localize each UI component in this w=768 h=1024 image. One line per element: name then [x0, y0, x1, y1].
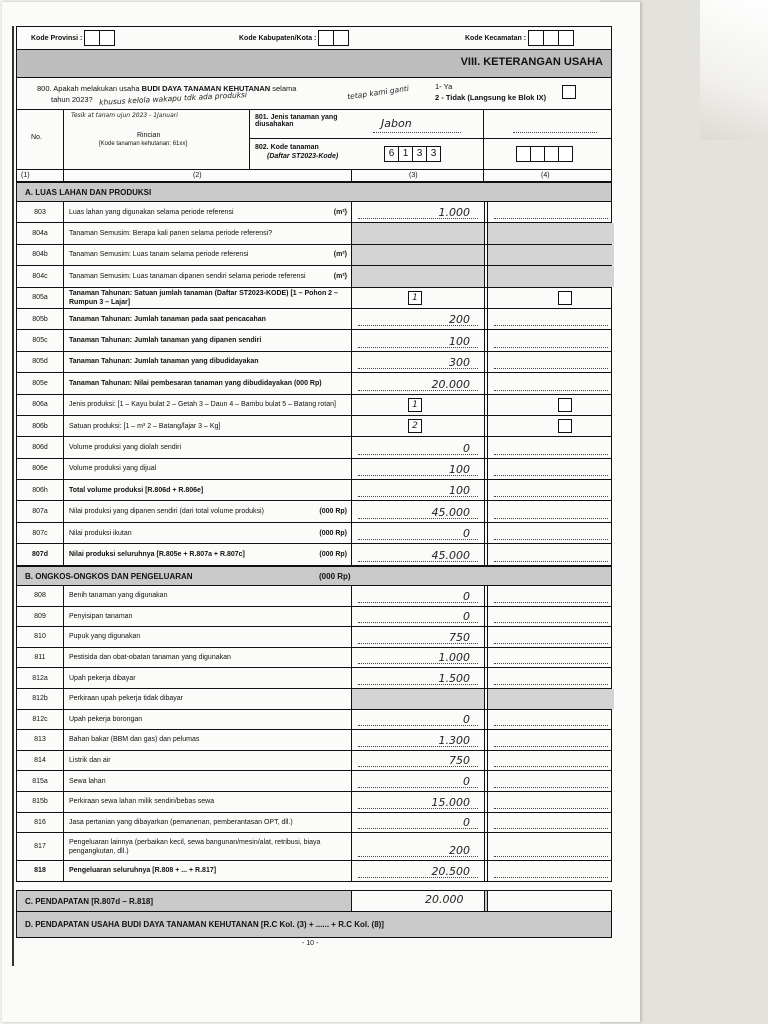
value-cell[interactable]	[351, 223, 485, 243]
value-cell[interactable]	[351, 352, 485, 372]
section-b-unit: (000 Rp)	[319, 572, 351, 581]
row-number: 806h	[17, 480, 64, 500]
row-label: Benih tanaman yang digunakan	[69, 592, 168, 600]
table-row	[16, 202, 612, 223]
row-number: 812b	[17, 689, 64, 709]
plant-code-boxes	[385, 146, 441, 162]
handwritten-note: tetap kami ganti	[346, 83, 410, 102]
handwritten-note: khusus kelola wakapu tdk ada produksi	[98, 90, 248, 107]
row-label: Perkiraan upah pekerja tidak dibayar	[69, 695, 184, 703]
handwritten-value: 0	[463, 816, 470, 830]
value-cell-empty[interactable]	[487, 245, 614, 265]
handwritten-value: 0	[463, 774, 470, 788]
row-label: Upah pekerja borongan	[69, 715, 143, 723]
value-cell[interactable]	[351, 523, 485, 543]
row-label: Nilai produksi seluruhnya [R.805e + R.807a + R.807c]	[69, 550, 245, 558]
row-number: 808	[17, 586, 64, 606]
answer-box[interactable]: 2	[408, 419, 422, 433]
row-label: Jasa pertanian yang dibayarkan (pemanenan, pemberantasan OPT, dll.)	[69, 818, 293, 826]
handwritten-value: 1.300	[438, 733, 470, 747]
row-label: Satuan produksi: [1 – m³ 2 – Batang/lajar 3 – Kg]	[69, 422, 221, 430]
handwritten-value: 200	[449, 313, 470, 327]
value-cell-empty[interactable]	[487, 648, 614, 668]
value-cell-empty[interactable]	[487, 586, 614, 606]
question-800-text: 800. Apakah melakukan usaha BUDI DAYA TANAMAN KEHUTANAN selama	[37, 84, 297, 93]
value-cell-empty[interactable]	[487, 330, 614, 350]
handwritten-value: 20.500	[431, 864, 470, 878]
handwritten-value: 45.000	[431, 505, 470, 519]
section-title: VIII. KETERANGAN USAHA	[460, 56, 603, 68]
section-a-header	[16, 182, 612, 202]
section-c-row	[16, 890, 612, 912]
row-unit: (m²)	[333, 251, 347, 259]
handwritten-value: 750	[449, 630, 470, 644]
value-cell-empty[interactable]	[487, 501, 614, 521]
handwritten-value: 15.000	[431, 795, 470, 809]
table-row	[16, 710, 612, 731]
value-cell[interactable]	[351, 648, 485, 668]
table-row	[16, 627, 612, 648]
row-label: Tanaman Tahunan: Jumlah tanaman yang dibudidayakan	[69, 358, 259, 366]
row-label: Pupuk yang digunakan	[69, 633, 141, 641]
value-cell-empty[interactable]	[487, 544, 614, 564]
value-cell[interactable]	[351, 607, 485, 627]
value-cell[interactable]	[351, 813, 485, 833]
row-unit: (m²)	[333, 208, 347, 216]
table-row	[16, 480, 612, 501]
value-cell-empty[interactable]	[487, 751, 614, 771]
row-label: Tanaman Tahunan: Nilai pembesaran tanaman yang dibudidayakan (000 Rp)	[69, 379, 322, 387]
table-row	[16, 833, 612, 861]
value-cell[interactable]	[351, 330, 485, 350]
page-number: - 10 -	[302, 940, 319, 947]
regency-code	[239, 30, 349, 46]
value-cell[interactable]	[351, 627, 485, 647]
code-box[interactable]	[558, 30, 574, 46]
row-number: 806a	[17, 395, 64, 415]
table-row	[16, 861, 612, 882]
section-a-rows	[16, 202, 612, 566]
table-row	[16, 501, 612, 522]
value-cell[interactable]	[351, 373, 485, 393]
header-rincian: Rincian	[137, 132, 161, 139]
value-cell[interactable]	[351, 751, 485, 771]
value-cell[interactable]	[351, 861, 485, 881]
row-number: 812c	[17, 710, 64, 730]
handwritten-value: 0	[463, 610, 470, 624]
row-label: Volume produksi yang dijual	[69, 465, 157, 473]
value-cell-empty[interactable]	[487, 459, 614, 479]
section-c-value: 20.000	[425, 893, 464, 906]
value-cell-empty[interactable]	[487, 792, 614, 812]
handwritten-value: 1.500	[438, 671, 470, 685]
handwritten-value: 1.000	[438, 651, 470, 665]
value-cell-empty[interactable]	[487, 395, 614, 415]
table-row	[16, 668, 612, 689]
row-number: 806b	[17, 416, 64, 436]
value-cell-empty[interactable]	[487, 668, 614, 688]
row-label: Luas lahan yang digunakan selama periode referensi	[69, 208, 234, 216]
questionnaire-page	[2, 2, 640, 1022]
value-cell-empty[interactable]	[487, 627, 614, 647]
handwritten-value: 100	[449, 484, 470, 498]
option-no: 2 - Tidak (Langsung ke Blok IX)	[435, 93, 547, 102]
row-label: Pengeluaran seluruhnya [R.808 + ... + R.817]	[69, 867, 217, 875]
section-a-title: A. LUAS LAHAN DAN PRODUKSI	[25, 188, 152, 197]
value-cell[interactable]	[351, 501, 485, 521]
code-box[interactable]	[333, 30, 349, 46]
table-row	[16, 730, 612, 751]
row-unit: (000 Rp)	[319, 550, 347, 558]
row-label: Nilai produksi yang dipanen sendiri (dari total volume produksi)	[69, 508, 264, 516]
section-d-title: D. PENDAPATAN USAHA BUDI DAYA TANAMAN KEHUTANAN [R.C Kol. (3) + ...... + R.C Kol. (8)]	[25, 920, 384, 929]
page-left-border	[12, 26, 14, 966]
code-box[interactable]	[543, 30, 559, 46]
row-unit: (000 Rp)	[319, 508, 347, 516]
table-row	[16, 544, 612, 565]
district-code	[465, 30, 574, 46]
table-row	[16, 751, 612, 772]
code-box[interactable]	[84, 30, 100, 46]
row-label: Sewa lahan	[69, 777, 106, 785]
answer-box[interactable]: 1	[408, 291, 422, 305]
column-number: (1)	[21, 172, 30, 179]
answer-box[interactable]	[558, 398, 572, 412]
section-b-title: B. ONGKOS-ONGKOS DAN PENGELUARAN	[25, 572, 193, 581]
value-cell[interactable]	[351, 437, 485, 457]
code-box[interactable]: 1	[398, 146, 413, 162]
header-801: 801. Jenis tanaman yang diusahakan	[255, 114, 338, 128]
table-row	[16, 586, 612, 607]
row-label: Pestisida dan obat-obatan tanaman yang digunakan	[69, 654, 231, 662]
answer-box[interactable]	[562, 85, 576, 99]
value-cell-empty[interactable]	[487, 689, 614, 709]
column-number: (3)	[409, 172, 418, 179]
value-cell-empty[interactable]	[487, 352, 614, 372]
handwritten-value: 45.000	[431, 548, 470, 562]
value-cell[interactable]	[351, 710, 485, 730]
handwritten-value: 0	[463, 589, 470, 603]
row-number: 807d	[17, 544, 64, 564]
value-cell-empty[interactable]	[487, 437, 614, 457]
code-box[interactable]: 3	[412, 146, 427, 162]
value-cell-empty[interactable]	[487, 607, 614, 627]
row-unit: (000 Rp)	[319, 529, 347, 537]
row-number: 805c	[17, 330, 64, 350]
row-label: Listrik dan air	[69, 757, 111, 765]
header-802: 802. Kode tanaman	[255, 144, 319, 151]
row-label: Tanaman Semusim: Luas tanam selama periode referensi	[69, 251, 249, 259]
value-cell-empty[interactable]	[487, 833, 614, 860]
answer-box[interactable]	[558, 291, 572, 305]
row-number: 817	[17, 833, 64, 860]
answer-box[interactable]	[558, 419, 572, 433]
table-row	[16, 771, 612, 792]
row-number: 815a	[17, 771, 64, 791]
row-number: 805d	[17, 352, 64, 372]
value-cell[interactable]	[351, 586, 485, 606]
column-number: (2)	[193, 172, 202, 179]
value-cell[interactable]	[351, 668, 485, 688]
plant-code-boxes-empty	[517, 146, 573, 162]
section-title-band	[16, 50, 612, 78]
row-number: 804b	[17, 245, 64, 265]
row-number: 804c	[17, 266, 64, 286]
row-number: 805b	[17, 309, 64, 329]
row-number: 809	[17, 607, 64, 627]
row-number: 806d	[17, 437, 64, 457]
value-cell[interactable]	[351, 544, 485, 564]
row-number: 803	[17, 202, 64, 222]
handwritten-value: 0	[463, 713, 470, 727]
table-row	[16, 607, 612, 628]
value-cell-empty[interactable]	[487, 202, 614, 222]
code-box[interactable]	[530, 146, 545, 162]
row-number: 807a	[17, 501, 64, 521]
value-cell-empty[interactable]	[487, 523, 614, 543]
code-box[interactable]	[528, 30, 544, 46]
row-number: 806e	[17, 459, 64, 479]
table-row	[16, 395, 612, 416]
value-cell-empty[interactable]	[487, 771, 614, 791]
row-number: 804a	[17, 223, 64, 243]
value-cell-empty[interactable]	[487, 373, 614, 393]
table-row	[16, 416, 612, 437]
row-label: Pengeluaran lainnya (perbaikan kecil, sewa bangunan/mesin/alat, retribusi, biaya pengangkutan, dll.)	[69, 838, 321, 855]
table-header	[16, 110, 612, 170]
row-label: Bahan bakar (BBM dan gas) dan pelumas	[69, 736, 200, 744]
value-cell-empty[interactable]	[487, 288, 614, 308]
option-yes: 1- Ya	[435, 82, 453, 91]
value-cell[interactable]	[351, 266, 485, 286]
row-number: 812a	[17, 668, 64, 688]
row-number: 811	[17, 648, 64, 668]
province-code	[31, 30, 115, 46]
value-cell[interactable]	[351, 689, 485, 709]
question-800	[16, 78, 612, 110]
value-cell[interactable]	[351, 730, 485, 750]
question-800-year: tahun 2023?	[51, 95, 93, 104]
table-row	[16, 223, 612, 244]
row-label: Total volume produksi [R.806d + R.806e]	[69, 486, 204, 494]
row-number: 815b	[17, 792, 64, 812]
handwritten-value: 0	[463, 441, 470, 455]
row-number: 807c	[17, 523, 64, 543]
table-row	[16, 459, 612, 480]
table-row	[16, 689, 612, 710]
value-cell[interactable]	[351, 480, 485, 500]
handwritten-value: 0	[463, 527, 470, 541]
district-code-label: Kode Kecamatan :	[465, 34, 527, 42]
row-label: Penyisipan tanaman	[69, 612, 133, 620]
handwritten-value: 100	[449, 463, 470, 477]
regency-code-label: Kode Kabupaten/Kota :	[239, 34, 317, 42]
row-label: Nilai produksi ikutan	[69, 529, 132, 537]
row-label: Jenis produksi: [1 – Kayu bulat 2 – Getah 3 – Daun 4 – Bambu bulat 5 – Batang rotan]	[69, 401, 336, 409]
table-row	[16, 523, 612, 544]
section-b-header	[16, 566, 612, 586]
table-row	[16, 792, 612, 813]
table-row	[16, 245, 612, 266]
section-d-row	[16, 912, 612, 938]
header-no: No.	[31, 134, 42, 141]
row-number: 805a	[17, 288, 64, 308]
value-cell[interactable]	[351, 833, 485, 860]
handwritten-value: 750	[449, 754, 470, 768]
value-cell[interactable]	[351, 395, 485, 415]
value-cell[interactable]	[351, 459, 485, 479]
row-label: Perkiraan sewa lahan milik sendiri/bebas sewa	[69, 798, 215, 806]
value-cell[interactable]	[351, 288, 485, 308]
value-cell[interactable]	[351, 202, 485, 222]
table-row	[16, 373, 612, 394]
row-number: 810	[17, 627, 64, 647]
header-802-sub: (Daftar ST2023-Kode)	[267, 153, 339, 160]
code-box[interactable]	[99, 30, 115, 46]
row-label: Tanaman Tahunan: Jumlah tanaman pada saat pencacahan	[69, 315, 266, 323]
value-cell-empty[interactable]	[487, 223, 614, 243]
code-box[interactable]	[558, 146, 573, 162]
section-c-title: C. PENDAPATAN [R.807d – R.818]	[25, 897, 154, 906]
row-label: Upah pekerja dibayar	[69, 674, 136, 682]
region-code-row	[16, 26, 612, 50]
row-label: Volume produksi yang diolah sendiri	[69, 443, 182, 451]
handwritten-value: 200	[449, 844, 470, 858]
row-number: 816	[17, 813, 64, 833]
handwritten-value: 300	[449, 356, 470, 370]
row-number: 814	[17, 751, 64, 771]
value-cell[interactable]	[351, 771, 485, 791]
column-numbers	[16, 170, 612, 182]
value-cell-empty[interactable]	[487, 480, 614, 500]
answer-box[interactable]: 1	[408, 398, 422, 412]
code-box[interactable]: 6	[384, 146, 399, 162]
table-row	[16, 309, 612, 330]
paper-fold	[700, 0, 768, 140]
value-cell[interactable]	[351, 416, 485, 436]
table-row	[16, 288, 612, 309]
row-label: Tanaman Tahunan: Jumlah tanaman yang dipanen sendiri	[69, 337, 262, 345]
value-cell-empty[interactable]	[487, 266, 614, 286]
value-cell[interactable]	[351, 792, 485, 812]
row-label: Tanaman Semusim: Berapa kali panen selama periode referensi?	[69, 230, 273, 238]
table-row	[16, 352, 612, 373]
table-row	[16, 437, 612, 458]
header-rincian-sub: [Kode tanaman kehutanan: 61xx]	[99, 141, 188, 147]
table-row	[16, 648, 612, 669]
plant-name: Jabon	[381, 117, 412, 130]
province-code-label: Kode Provinsi :	[31, 34, 83, 42]
code-box[interactable]	[318, 30, 334, 46]
row-unit: (m²)	[333, 272, 347, 280]
code-box[interactable]	[544, 146, 559, 162]
value-cell-empty[interactable]	[487, 416, 614, 436]
value-cell-empty[interactable]	[487, 813, 614, 833]
row-label: Tanaman Tahunan: Satuan jumlah tanaman (Daftar ST2023-KODE) [1 – Pohon 2 – Rumpun 3 – Lajar]	[69, 289, 338, 306]
value-cell-empty[interactable]	[487, 309, 614, 329]
section-b-rows	[16, 586, 612, 882]
value-cell[interactable]	[351, 309, 485, 329]
handwritten-value: 100	[449, 334, 470, 348]
row-number: 813	[17, 730, 64, 750]
value-cell[interactable]	[351, 245, 485, 265]
handwritten-value: 20.000	[431, 377, 470, 391]
code-box[interactable]	[516, 146, 531, 162]
table-row	[16, 330, 612, 351]
row-number: 818	[17, 861, 64, 881]
value-cell-empty[interactable]	[487, 710, 614, 730]
handwritten-value: 1.000	[438, 206, 470, 220]
row-label: Tanaman Semusim: Luas tanaman dipanen sendiri selama periode referensi	[69, 272, 306, 280]
table-row	[16, 813, 612, 834]
value-cell-empty[interactable]	[487, 861, 614, 881]
row-number: 805e	[17, 373, 64, 393]
table-row	[16, 266, 612, 287]
value-cell-empty[interactable]	[487, 730, 614, 750]
code-box[interactable]: 3	[426, 146, 441, 162]
handwritten-note: Tesik at tanam ujun 2023 - 1Januari	[71, 112, 178, 119]
column-number: (4)	[541, 172, 550, 179]
